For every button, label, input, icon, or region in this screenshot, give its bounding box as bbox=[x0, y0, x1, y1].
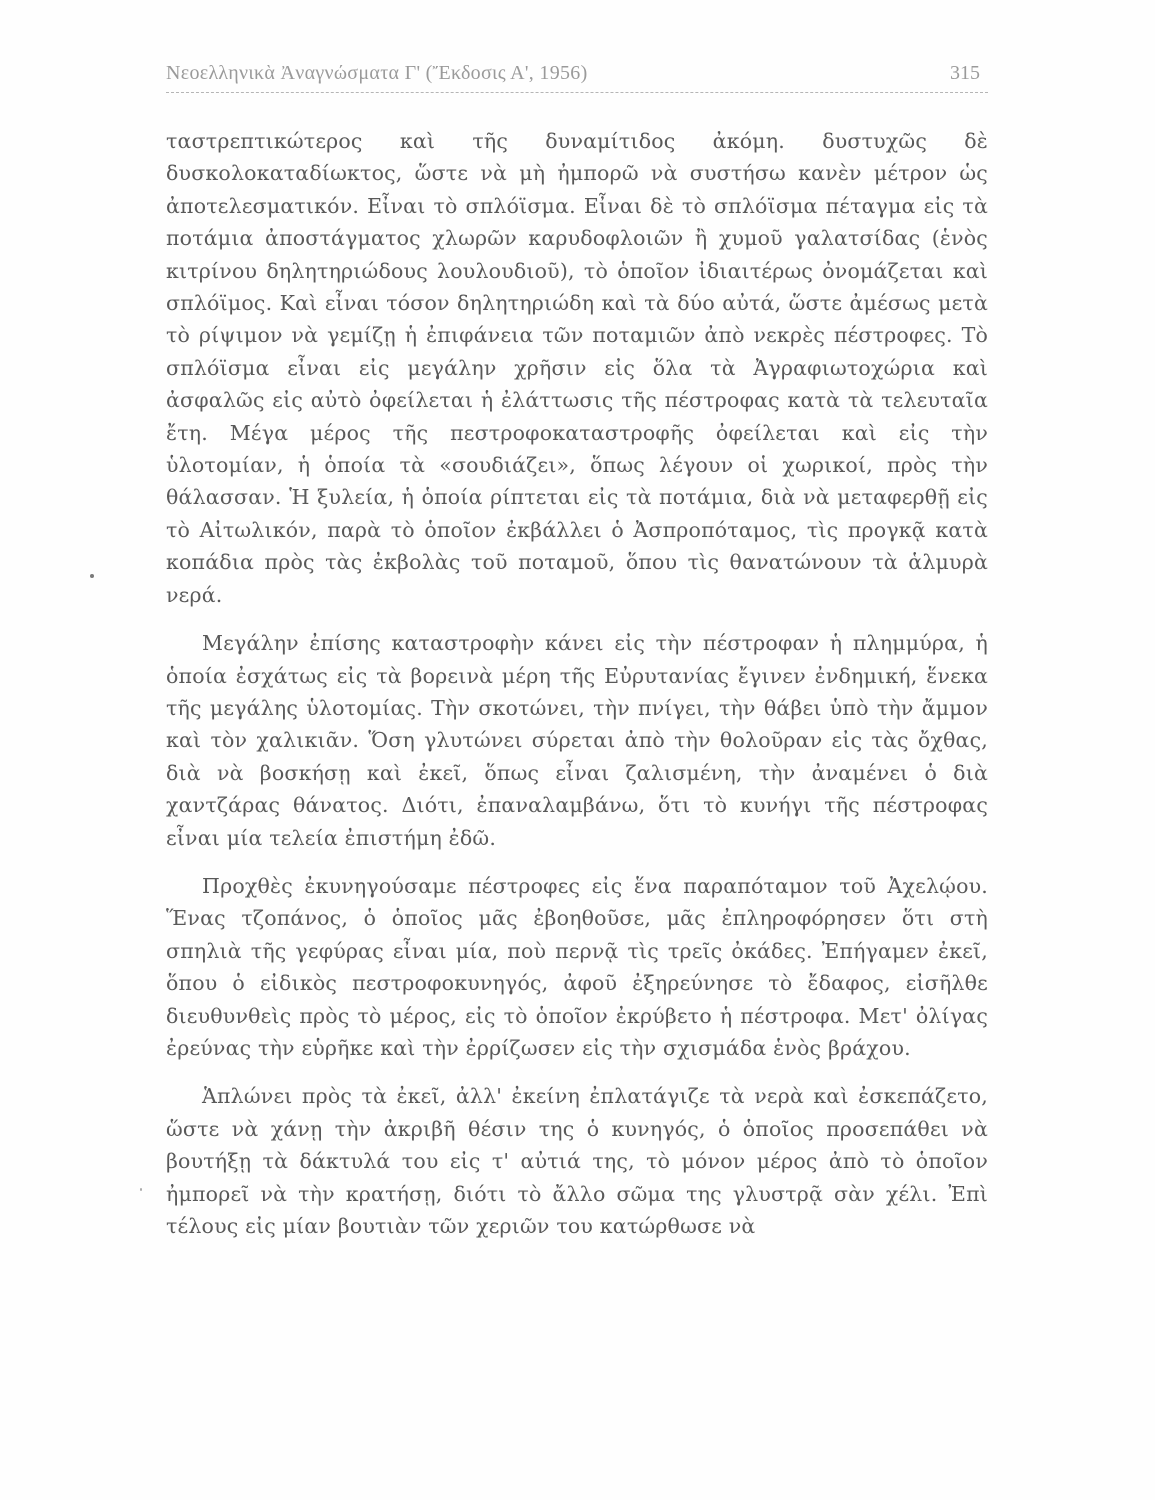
paragraph-flood: Μεγάλην ἐπίσης καταστροφὴν κάνει εἰς τὴν πέστροφαν ἡ πλημμύρα, ἡ ὁποία ἐσχάτως εἰς τὰ βορεινὰ μέρη τῆς Εὐρυτανίας ἔγινεν ἐνδημική, ἕνεκα τῆς μεγάλης ὑλοτομίας. Τὴν σκοτώνει, τὴν πνίγει, τὴν θάβει ὑπὸ τὴν ἄμμον καὶ τὸν χαλικιᾶν. Ὅση γλυτώνει σύρεται ἀπὸ τὴν θολοῦραν εἰς τὰς ὄχθας, διὰ νὰ βοσκήσῃ καὶ ἐκεῖ, ὅπως εἶναι ζαλισμένη, τὴν ἀναμένει ὁ διὰ χαντζάρας θάνατος. Διότι, ἐπαναλαμβάνω, ὅτι τὸ κυνήγι τῆς πέστροφας εἶναι μία τελεία ἐπιστήμη ἐδῶ. bbox=[166, 631, 988, 850]
book-title: Νεοελληνικὰ Ἀναγνώσματα Γ' (Ἔκδοσις Α', 1956) bbox=[166, 62, 588, 84]
margin-dot-mark bbox=[90, 574, 94, 578]
margin-speck-mark bbox=[140, 1188, 142, 1191]
paragraph-continuation: ταστρεπτικώτερος καὶ τῆς δυναμίτιδος ἀκόμη. δυστυχῶς δὲ δυσκολοκαταδίωκτος, ὥστε νὰ μὴ ἠμπορῶ νὰ συστήσω κανὲν μέτρον ὡς ἀποτελεσματικόν. Εἶναι τὸ σπλόϊσμα. Εἶναι δὲ τὸ σπλόϊσμα πέταγμα εἰς τὰ ποτάμια ἀποστάγματος χλωρῶν καρυδοφλοιῶν ἢ χυμοῦ γαλατσίδας (ἑνὸς κιτρίνου δηλητηριώδους λουλουδιοῦ), τὸ ὁποῖον ἰδιαιτέρως ὀνομάζεται καὶ σπλόϊμος. Καὶ εἶναι τόσον δηλητηριώδη καὶ τὰ δύο αὐτά, ὥστε ἀμέσως μετὰ τὸ ρίψιμον νὰ γεμίζῃ ἡ ἐπιφάνεια τῶν ποταμιῶν ἀπὸ νεκρὲς πέστροφες. Τὸ σπλόϊσμα εἶναι εἰς μεγάλην χρῆσιν εἰς ὅλα τὰ Ἀγραφιωτοχώρια καὶ ἀσφαλῶς εἰς αὐτὸ ὀφείλεται ἡ ἐλάττωσις τῆς πέστροφας κατὰ τὰ τελευταῖα ἔτη. Μέγα μέρος τῆς πεστροφοκαταστροφῆς ὀφείλεται καὶ εἰς τὴν ὑλοτομίαν, ἡ ὁποία τὰ «σουδιάζει», ὅπως λέγουν οἱ χωρικοί, πρὸς τὴν θάλασσαν. Ἡ ξυλεία, ἡ ὁποία ρίπτεται εἰς τὰ ποτάμια, διὰ νὰ μεταφερθῇ εἰς τὸ Αἰτωλικόν, παρὰ τὸ ὁποῖον ἐκβάλλει ὁ Ἀσπροπόταμος, τὶς προγκᾷ κατὰ κοπάδια πρὸς τὰς ἐκβολὰς τοῦ ποταμοῦ, ὅπου τὶς θανατώνουν τὰ ἁλμυρὰ νερά. bbox=[166, 129, 988, 607]
running-header bbox=[166, 58, 988, 93]
paragraph-hunt: Προχθὲς ἐκυνηγούσαμε πέστροφες εἰς ἕνα παραπόταμον τοῦ Ἀχελῴου. Ἕνας τζοπάνος, ὁ ὁποῖος μᾶς ἐβοηθοῦσε, μᾶς ἐπληροφόρησεν ὅτι στὴ σπηλιὰ τῆς γεφύρας εἶναι μία, ποὺ περνᾷ τὶς τρεῖς ὀκάδες. Ἐπήγαμεν ἐκεῖ, ὅπου ὁ εἰδικὸς πεστροφοκυνηγός, ἀφοῦ ἐξηρεύνησε τὸ ἔδαφος, εἰσῆλθε διευθυνθεὶς πρὸς τὸ μέρος, εἰς τὸ ὁποῖον ἐκρύβετο ἡ πέστροφα. Μετ' ὀλίγας ἐρεύνας τὴν εὑρῆκε καὶ τὴν ἐρρίζωσεν εἰς τὴν σχισμάδα ἑνὸς βράχου. bbox=[166, 873, 988, 1060]
page-number: 315 bbox=[950, 62, 980, 84]
paragraph-catch: Ἁπλώνει πρὸς τὰ ἐκεῖ, ἀλλ' ἐκείνη ἐπλατάγιζε τὰ νερὰ καὶ ἐσκεπάζετο, ὥστε νὰ χάνῃ τὴν ἀκριβῆ θέσιν της ὁ κυνηγός, ὁ ὁποῖος προσεπάθει νὰ βουτήξῃ τὰ δάκτυλά του εἰς τ' αὐτιά της, τὸ μόνον μέρος ἀπὸ τὸ ὁποῖον ἠμπορεῖ νὰ τὴν κρατήσῃ, διότι τὸ ἄλλο σῶμα της γλυστρᾷ σὰν χέλι. Ἐπὶ τέλους εἰς μίαν βουτιὰν τῶν χεριῶν του κατώρθωσε νὰ bbox=[166, 1084, 988, 1238]
body-text bbox=[166, 125, 988, 1258]
